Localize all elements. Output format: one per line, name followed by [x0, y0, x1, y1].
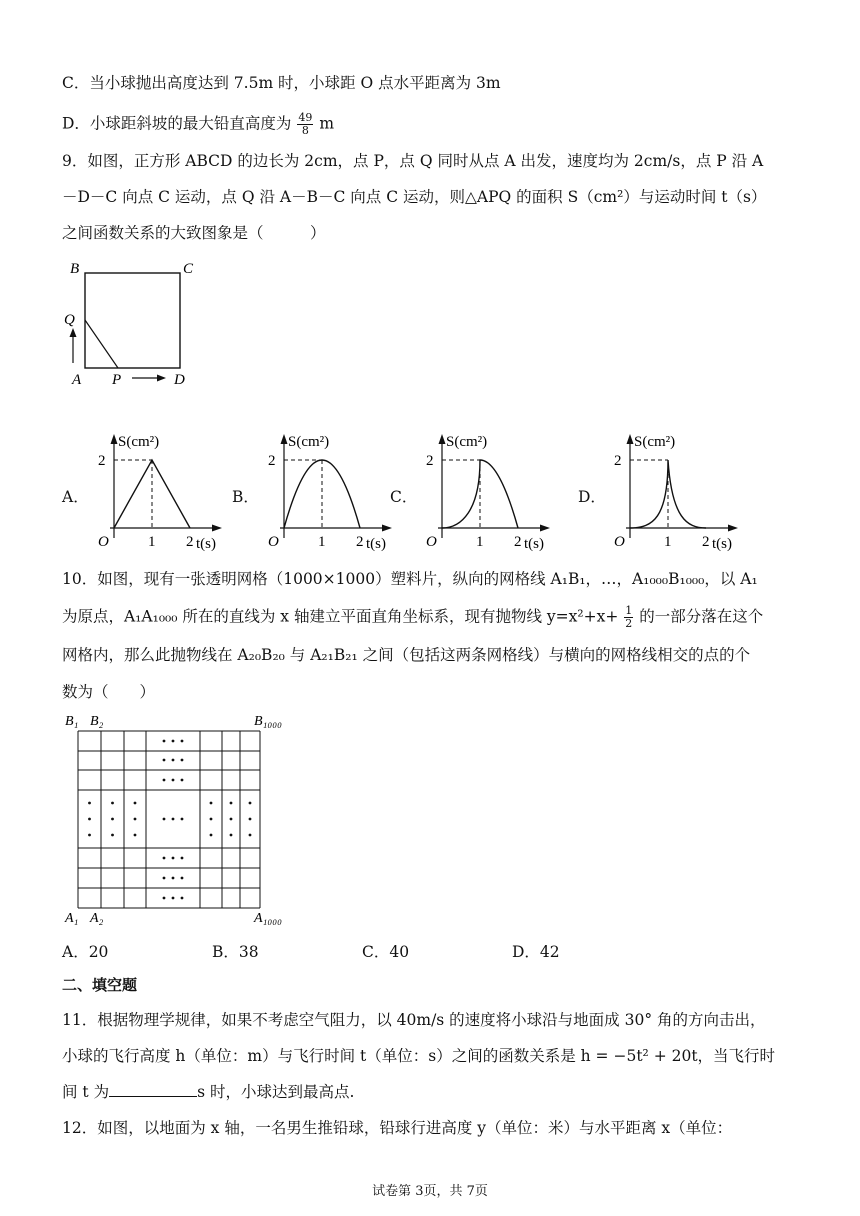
q9-option-graph [86, 428, 246, 553]
ellipsis-dot [134, 834, 137, 837]
q9-label-c: C [183, 261, 194, 277]
q9-label-q: Q [64, 312, 75, 328]
ellipsis-dot [249, 802, 252, 805]
q10-fraction: $\frac{1}{2}$ [625, 604, 633, 630]
ellipsis-dot [230, 818, 233, 821]
x-axis-label: t(s) [366, 536, 386, 552]
q11-line-1: 11．根据物理学规律，如果不考虑空气阻力，以 40m/s 的速度将小球沿与地面成 30° 角的方向击出， [62, 1011, 766, 1029]
q9-option-graph [602, 428, 762, 553]
q10-label-a1000: A₁₀₀₀ [254, 911, 283, 926]
q11-line-2: 小球的飞行高度 h（单位：m）与飞行时间 t（单位：s）之间的函数关系是 h = −5t² + 20t，当飞行时 [62, 1047, 776, 1065]
ellipsis-dot [172, 740, 175, 743]
ellipsis-dot [111, 802, 114, 805]
q9-label-d: D [174, 372, 185, 388]
x-tick-1: 1 [664, 534, 672, 550]
q9-option-graph [414, 428, 574, 553]
q10-answer-a: A．20 [62, 943, 109, 961]
x-tick-1: 1 [318, 534, 326, 550]
ellipsis-dot [181, 740, 184, 743]
origin-label: O [98, 534, 109, 550]
y-axis-label: S(cm²) [634, 434, 676, 450]
q9-option-letter: B． [232, 488, 259, 506]
q10-label-b1: B₁ [65, 714, 79, 729]
ellipsis-dot [163, 779, 166, 782]
ellipsis-dot [230, 834, 233, 837]
ellipsis-dot [230, 802, 233, 805]
ellipsis-dot [88, 818, 91, 821]
q10-grid-figure [60, 708, 310, 934]
x-tick-1: 1 [148, 534, 156, 550]
q9-option-letter: C． [390, 488, 418, 506]
q8-option-d-text: D．小球距斜坡的最大铅直高度为 [62, 114, 292, 133]
x-axis-arrow [540, 525, 550, 532]
q9-option-letter: A． [62, 488, 89, 506]
ellipsis-dot [249, 818, 252, 821]
page-footer: 试卷第 3页，共 7页 [372, 1184, 488, 1199]
x-axis-arrow [728, 525, 738, 532]
ellipsis-dot [181, 857, 184, 860]
q10-label-b2: B₂ [90, 714, 104, 729]
y-axis-arrow [281, 434, 288, 444]
y-tick-2: 2 [614, 453, 622, 469]
q9-label-a: A [72, 372, 82, 388]
ellipsis-dot [163, 740, 166, 743]
q10-answer-b: B．38 [212, 943, 259, 961]
ellipsis-dot [163, 759, 166, 762]
q10-label-a1: A₁ [65, 911, 79, 926]
q11-line-3-text: 间 t 为 [62, 1083, 110, 1101]
ellipsis-dot [172, 759, 175, 762]
y-axis-label: S(cm²) [288, 434, 330, 450]
y-axis-label: S(cm²) [118, 434, 160, 450]
ellipsis-dot [163, 877, 166, 880]
y-axis-arrow [111, 434, 118, 444]
ellipsis-dot [249, 834, 252, 837]
ellipsis-dot [181, 818, 184, 821]
ellipsis-dot [163, 897, 166, 900]
y-axis-label: S(cm²) [446, 434, 488, 450]
ellipsis-dot [134, 802, 137, 805]
ellipsis-dot [210, 834, 213, 837]
q8-option-d-fraction: $\frac{49}{8}$ [298, 111, 313, 137]
y-axis-arrow [439, 434, 446, 444]
q9-label-p: P [112, 372, 122, 388]
q10-label-b1000: B₁₀₀₀ [254, 714, 283, 729]
q10-answer-d: D．42 [512, 943, 560, 961]
q11-answer-blank[interactable] [109, 1082, 197, 1097]
q9-line-3: 之间函数关系的大致图象是（ ） [62, 224, 326, 242]
x-axis-label: t(s) [196, 536, 216, 552]
ellipsis-dot [181, 897, 184, 900]
x-tick-2: 2 [702, 534, 710, 550]
ellipsis-dot [181, 877, 184, 880]
q8-option-d-unit: m [319, 114, 335, 133]
ellipsis-dot [172, 818, 175, 821]
origin-label: O [268, 534, 279, 550]
q9-square-figure [60, 258, 210, 393]
x-axis-label: t(s) [524, 536, 544, 552]
q9-line-2: －D－C 向点 C 运动，点 Q 沿 A－B－C 向点 C 运动，则△APQ 的面积 S（cm²）与运动时间 t（s） [62, 188, 767, 206]
ellipsis-dot [111, 818, 114, 821]
ellipsis-dot [172, 877, 175, 880]
x-tick-2: 2 [186, 534, 194, 550]
y-tick-2: 2 [98, 453, 106, 469]
y-axis-arrow [627, 434, 634, 444]
origin-label: O [614, 534, 625, 550]
ellipsis-dot [111, 834, 114, 837]
q10-label-a2: A₂ [90, 911, 104, 926]
q8-option-d [62, 112, 334, 137]
x-axis-arrow [212, 525, 222, 532]
q9-label-b: B [70, 261, 80, 277]
q10-line-2 [62, 605, 763, 630]
q8-option-c: C．当小球抛出高度达到 7.5m 时，小球距 O 点水平距离为 3m [62, 74, 501, 92]
q10-grid-dots [88, 740, 251, 900]
ellipsis-dot [88, 834, 91, 837]
x-tick-2: 2 [514, 534, 522, 550]
q10-line-4: 数为（ ） [62, 683, 156, 701]
x-tick-1: 1 [476, 534, 484, 550]
origin-label: O [426, 534, 437, 550]
ellipsis-dot [134, 818, 137, 821]
y-tick-2: 2 [426, 453, 434, 469]
q10-line-2-tail: 的一部分落在这个 [639, 607, 764, 626]
ellipsis-dot [163, 818, 166, 821]
ellipsis-dot [88, 802, 91, 805]
ellipsis-dot [163, 857, 166, 860]
ellipsis-dot [172, 857, 175, 860]
q10-line-3: 网格内，那么此抛物线在 A₂₀B₂₀ 与 A₂₁B₂₁ 之间（包括这两条网格线）与横向的网格线相交的点的个 [62, 646, 751, 664]
q11-line-3-tail: s 时，小球达到最高点. [197, 1083, 355, 1101]
q10-line-1: 10．如图，现有一张透明网格（1000×1000）塑料片，纵向的网格线 A₁B₁，…，A₁₀₀₀B₁₀₀₀，以 A₁ [62, 570, 758, 588]
ellipsis-dot [181, 759, 184, 762]
q10-line-2-text: 为原点，A₁A₁₀₀₀ 所在的直线为 x 轴建立平面直角坐标系，现有抛物线 y=x²+x+ [62, 607, 619, 626]
ellipsis-dot [172, 779, 175, 782]
section-heading: 二、填空题 [62, 976, 138, 994]
q11-line-3 [62, 1081, 354, 1103]
y-tick-2: 2 [268, 453, 276, 469]
ellipsis-dot [210, 818, 213, 821]
q12-line-1: 12．如图，以地面为 x 轴，一名男生推铅球，铅球行进高度 y（单位：米）与水平距离 x（单位： [62, 1119, 733, 1137]
ellipsis-dot [181, 779, 184, 782]
q9-option-letter: D． [578, 488, 606, 506]
x-axis-arrow [382, 525, 392, 532]
ellipsis-dot [172, 897, 175, 900]
q10-answer-c: C．40 [362, 943, 410, 961]
q9-line-1: 9．如图，正方形 ABCD 的边长为 2cm，点 P，点 Q 同时从点 A 出发，速度均为 2cm/s，点 P 沿 A [62, 152, 764, 170]
ellipsis-dot [210, 802, 213, 805]
x-tick-2: 2 [356, 534, 364, 550]
q10-grid-lines [78, 731, 260, 908]
x-axis-label: t(s) [712, 536, 732, 552]
